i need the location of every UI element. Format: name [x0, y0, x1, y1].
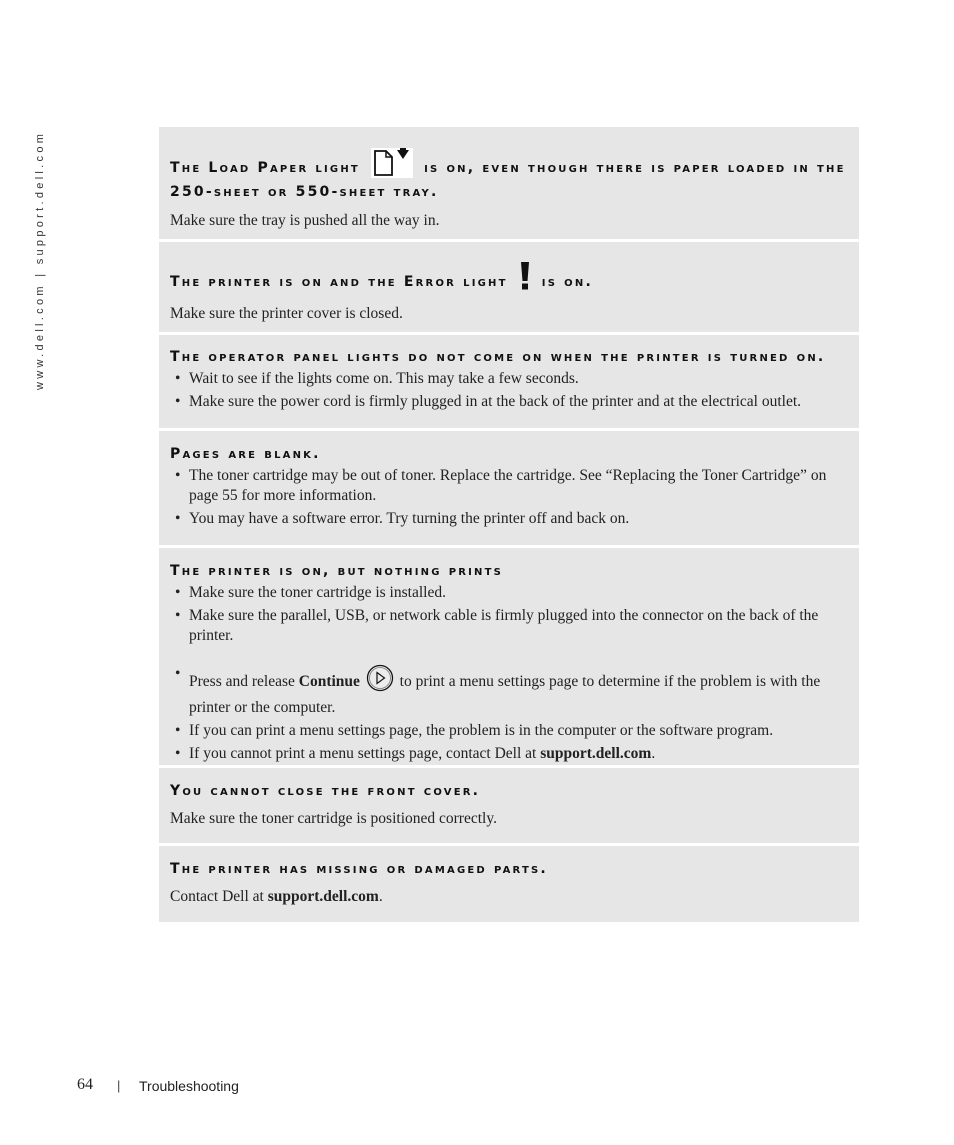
block-error-light: [159, 242, 859, 332]
contact-text-pre: If you cannot print a menu settings page, contact Dell at: [189, 745, 541, 762]
heading-text-pre: The printer is on and the Error light: [170, 274, 508, 290]
block-pages-blank: [159, 431, 859, 545]
list-item: • Make sure the parallel, USB, or network cable is firmly plugged into the connector on the back of the printer.: [170, 606, 847, 646]
list-item: • If you can print a menu settings page, the problem is in the computer or the software program.: [170, 721, 847, 741]
block-body: [170, 887, 847, 907]
block-heading: The printer has missing or damaged parts.: [170, 861, 548, 877]
list-item: • Wait to see if the lights come on. This may take a few seconds.: [170, 369, 847, 389]
block-body: Make sure the tray is pushed all the way in.: [170, 212, 440, 229]
troubleshooting-blocks: [159, 127, 859, 925]
contact-text-post: .: [651, 745, 656, 762]
heading-text-post: is on.: [541, 274, 593, 290]
continue-button-icon: [365, 664, 395, 698]
bullet-list: [170, 583, 847, 764]
load-paper-icon: [371, 148, 413, 183]
heading-text-pre: The Load Paper light: [170, 160, 360, 176]
block-heading: You cannot close the front cover.: [170, 783, 481, 799]
bullet-list: [170, 466, 847, 529]
list-item-continue: [170, 664, 847, 718]
list-item: • Make sure the toner cartridge is installed.: [170, 583, 847, 603]
support-link-text: support.dell.com: [540, 745, 652, 762]
list-item: • You may have a software error. Try turning the printer off and back on.: [170, 509, 847, 529]
block-body: Make sure the toner cartridge is positioned correctly.: [170, 810, 497, 827]
list-item-contact: [170, 744, 847, 764]
page-footer: [77, 1076, 239, 1094]
block-heading: The operator panel lights do not come on when the printer is turned on.: [170, 349, 826, 365]
continue-text-pre: Press and release: [189, 673, 299, 690]
block-heading: [170, 148, 847, 201]
continue-text-post: to print a menu settings page to determine if the problem is with the printer or the computer.: [189, 673, 821, 716]
block-heading: The printer is on, but nothing prints: [170, 563, 504, 579]
contact-text-post: .: [378, 888, 383, 905]
block-body: Make sure the printer cover is closed.: [170, 305, 403, 322]
list-item: • The toner cartridge may be out of toner. Replace the cartridge. See “Replacing the Toner Cartridge” on page 55 for more information.: [170, 466, 847, 506]
list-item: • Make sure the power cord is firmly plugged in at the back of the printer and at the electrical outlet.: [170, 392, 847, 412]
block-missing-parts: [159, 846, 859, 922]
block-load-paper-light: [159, 127, 859, 239]
footer-separator: |: [117, 1078, 121, 1093]
bullet-list: [170, 369, 847, 412]
block-operator-panel-lights: [159, 335, 859, 428]
error-exclamation-icon: [519, 262, 531, 295]
support-link-text: support.dell.com: [267, 888, 379, 905]
block-front-cover: [159, 768, 859, 843]
contact-text-pre: Contact Dell at: [170, 888, 268, 905]
heading-text-post: is on, even though there is paper loaded in the 250-sheet or 550-sheet tray.: [170, 160, 846, 200]
block-heading: [170, 262, 847, 295]
side-url: www.dell.com | support.dell.com: [34, 130, 46, 390]
continue-label: Continue: [298, 673, 360, 690]
block-nothing-prints: [159, 548, 859, 765]
page-number: 64: [77, 1076, 93, 1093]
block-heading: Pages are blank.: [170, 446, 321, 462]
footer-section-title: Troubleshooting: [139, 1078, 239, 1094]
